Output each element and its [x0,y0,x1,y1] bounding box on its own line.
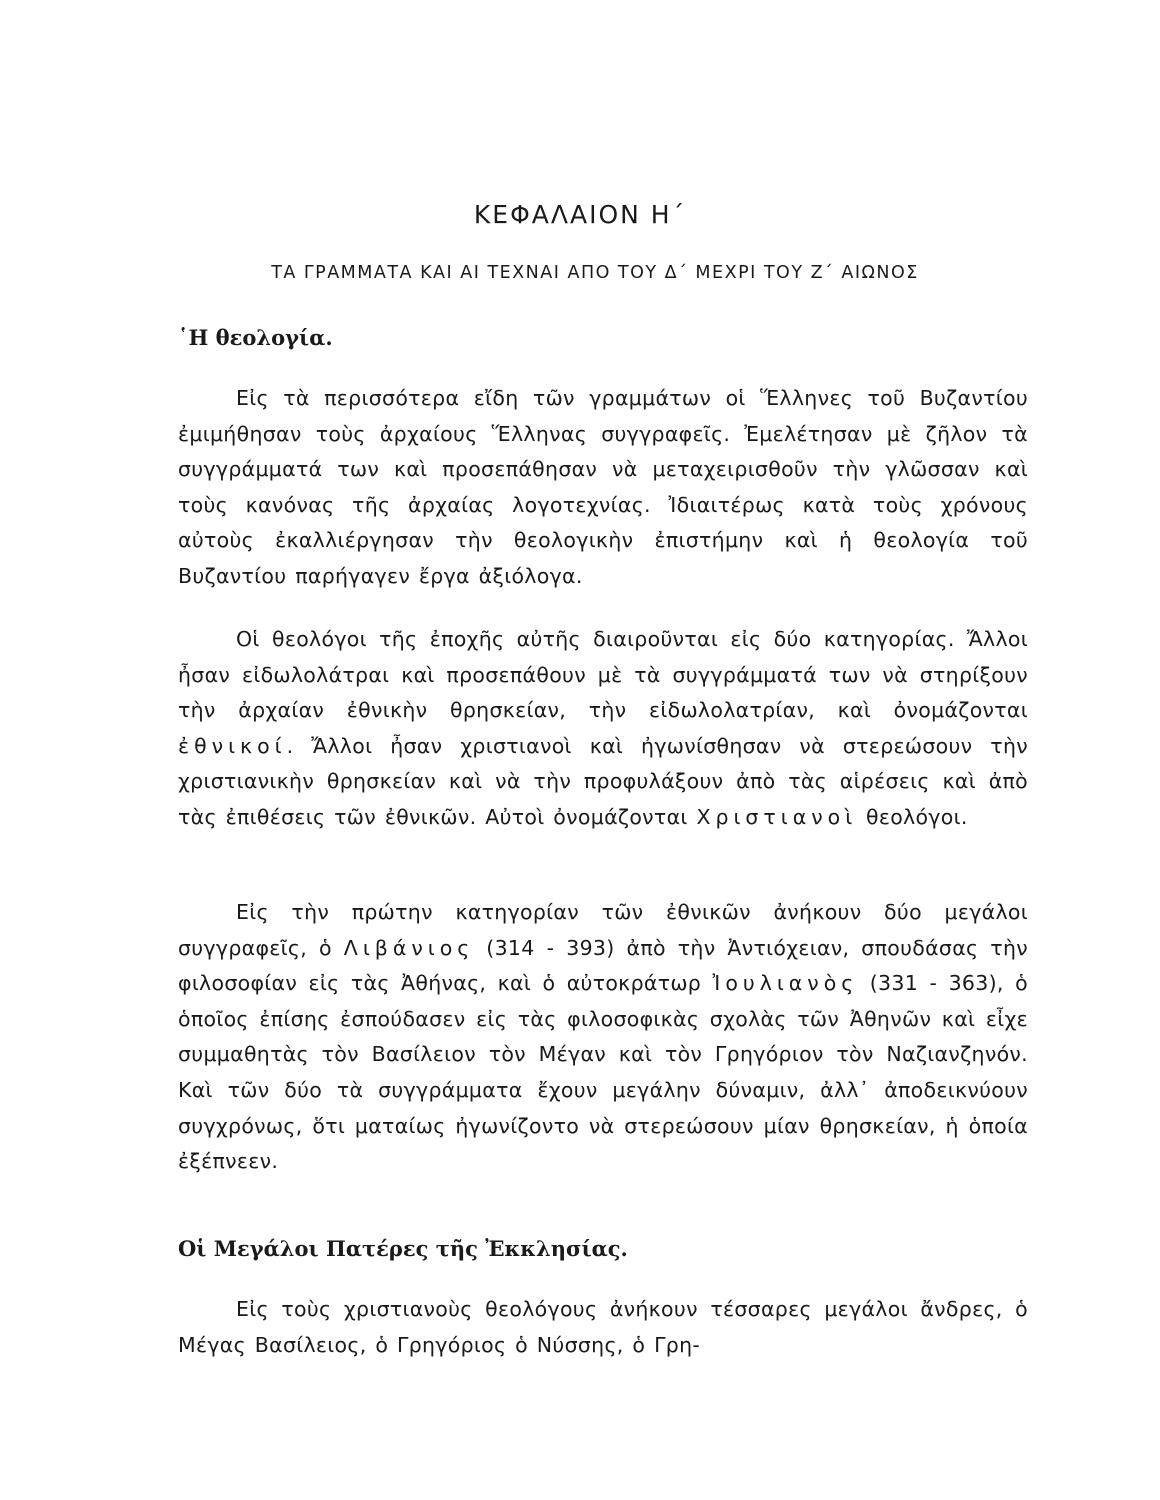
text-run: (314 - 393) ἀπὸ τὴν Ἀντιόχειαν, σπουδάσας τὴν φιλοσοφίαν εἰς τὰς Ἀθήνας, καὶ ὁ αὐτοκράτωρ [178,935,1028,996]
spaced-term: Λιβάνιος [343,935,475,960]
text-run: Οἱ θεολόγοι τῆς ἐποχῆς αὐτῆς διαιροῦνται εἰς δύο κατηγορίας. Ἄλλοι ἦσαν εἰδωλολάτραι καὶ προσεπάθουν μὲ τὰ συγγράμματά των νὰ στηρίξουν τὴν ἀρχαίαν ἐθνικὴν θρησκείαν, τὴν εἰδωλολατρίαν, καὶ ὀνομάζονται [178,627,1028,723]
spaced-term: ἐθνικοί [178,733,287,758]
paragraph: Εἰς τὰ περισσότερα εἴδη τῶν γραμμάτων οἱ Ἕλληνες τοῦ Βυζαντίου ἐμιμήθησαν τοὺς ἀρχαίους Ἕλληνας συγγραφεῖς. Ἐμελέτησαν μὲ ζῆλον τὰ συγγράμματά των καὶ προσεπάθησαν νὰ μεταχειρισθοῦν τὴν γλῶσσαν καὶ τοὺς κανόνας τῆς ἀρχαίας λογοτεχνίας. Ἰδιαιτέρως κατὰ τοὺς χρόνους αὐτοὺς ἐκαλλιέργησαν τὴν θεολογικὴν ἐπιστήμην καὶ ἡ θεολογία τοῦ Βυζαντίου παρήγαγεν ἔργα ἀξιόλογα. [178,386,1028,588]
section-heading-theology: ῾Η θεολογία. [178,325,333,350]
text-run: Εἰς τὴν πρώτην κατηγορίαν τῶν ἐθνικῶν ἀνήκουν δύο μεγάλοι συγγραφεῖς, ὁ [178,900,1028,960]
text-run: θεολόγοι. [857,804,968,829]
text-run: . Ἄλλοι ἦσαν χριστιανοὶ καὶ ἠγωνίσθησαν νὰ στερεώσουν τὴν χριστιανικὴν θρησκείαν καὶ νὰ τὴν προφυλάξουν ἀπὸ τὰς αἱρέσεις καὶ ἀπὸ τὰς ἐπιθέσεις τῶν ἐθνικῶν. Αὐτοὶ ὀνομάζονται [178,733,1028,829]
chapter-subtitle: ΤΑ ΓΡΑΜΜΑΤΑ ΚΑΙ ΑΙ ΤΕΧΝΑΙ ΑΠΟ ΤΟΥ Δ΄ ΜΕΧΡΙ ΤΟΥ Ζ΄ ΑΙΩΝΟΣ [271,263,919,283]
spaced-term: Χριστιανοὶ [696,804,858,829]
section-heading-church-fathers: Οἱ Μεγάλοι Πατέρες τῆς Ἐκκλησίας. [178,1236,628,1261]
paragraph [178,622,1028,836]
paragraph: Εἰς τοὺς χριστιανοὺς θεολόγους ἀνήκουν τέσσαρες μεγάλοι ἄνδρες, ὁ Μέγας Βασίλειος, ὁ Γρηγόριος ὁ Νύσσης, ὁ Γρη- [178,1297,1028,1357]
text-run: (331 - 363), ὁ ὁποῖος ἐπίσης ἐσπούδασεν εἰς τὰς φιλοσοφικὰς σχολὰς τῶν Ἀθηνῶν καὶ εἶχε συμμαθητὰς τὸν Βασίλειον τὸν Μέγαν καὶ τὸν Γρηγόριον τὸν Ναζιανζηνόν. Καὶ τῶν δύο τὰ συγγράμματα ἔχουν μεγάλην δύναμιν, ἀλλ᾿ ἀποδεικνύουν συγχρόνως, ὅτι ματαίως ἠγωνίζοντο νὰ στερεώσουν μίαν θρησκείαν, ἡ ὁποία ἐξέπνεεν. [178,971,1028,1174]
spaced-term: Ἰουλιανὸς [712,971,859,996]
chapter-title: ΚΕΦΑΛΑΙΟΝ Η΄ [473,200,687,229]
paragraph [178,895,1028,1180]
